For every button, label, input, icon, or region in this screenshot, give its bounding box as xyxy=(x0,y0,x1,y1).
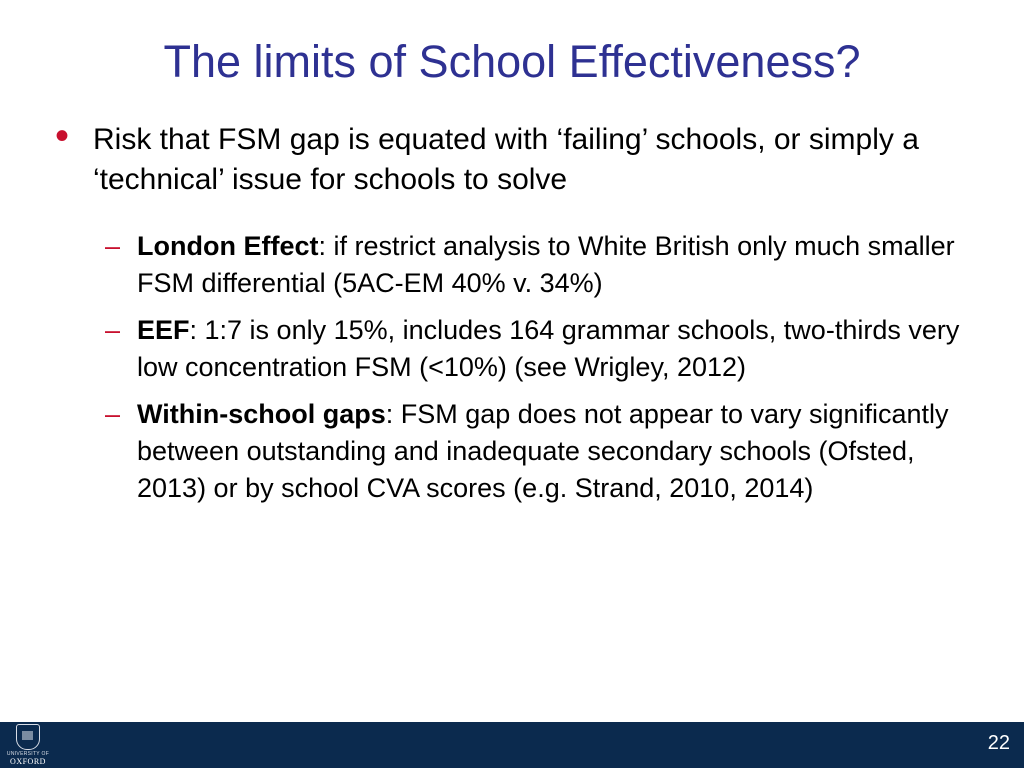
slide-title: The limits of School Effectiveness? xyxy=(163,36,861,87)
page-number: 22 xyxy=(987,732,1010,754)
sub-bullet-body xyxy=(137,228,990,302)
logo-oxford-text: OXFORD xyxy=(10,757,46,766)
dash-icon: – xyxy=(105,315,121,345)
sub-bullet-text: : FSM gap does not appear to vary significantly between outstanding and inadequate secondary schools (Ofsted, 2013) or by school CVA scores (e.g. Strand, 2010, 2014) xyxy=(137,399,949,503)
sub-bullet-keyword: London Effect xyxy=(137,231,319,261)
main-bullet-text: Risk that FSM gap is equated with ‘failing’ schools, or simply a ‘technical’ issue for schools to solve xyxy=(93,123,919,196)
dash-icon: – xyxy=(105,399,121,429)
sub-bullet-body xyxy=(137,396,990,507)
sub-bullet-eef xyxy=(105,312,990,386)
oxford-logo xyxy=(4,724,52,766)
logo-university-text: UNIVERSITY OF xyxy=(6,751,50,757)
sub-bullet-keyword: EEF xyxy=(137,315,190,345)
sub-bullet-within-school-gaps xyxy=(105,396,990,507)
oxford-crest-icon xyxy=(16,724,40,750)
bullet-icon: • xyxy=(55,114,70,158)
sub-bullet-body xyxy=(137,312,990,386)
slide-footer xyxy=(0,722,1024,768)
main-bullet xyxy=(55,114,985,200)
sub-bullet-text: : 1:7 is only 15%, includes 164 grammar schools, two-thirds very low concentration FSM (<10%) (see Wrigley, 2012) xyxy=(137,315,960,382)
sub-bullet-text: : if restrict analysis to White British only much smaller FSM differential (5AC-EM 40% v. 34%) xyxy=(137,231,955,298)
sub-bullet-keyword: Within-school gaps xyxy=(137,399,386,429)
sub-bullet-list xyxy=(105,228,990,517)
dash-icon: – xyxy=(105,231,121,261)
sub-bullet-london-effect xyxy=(105,228,990,302)
